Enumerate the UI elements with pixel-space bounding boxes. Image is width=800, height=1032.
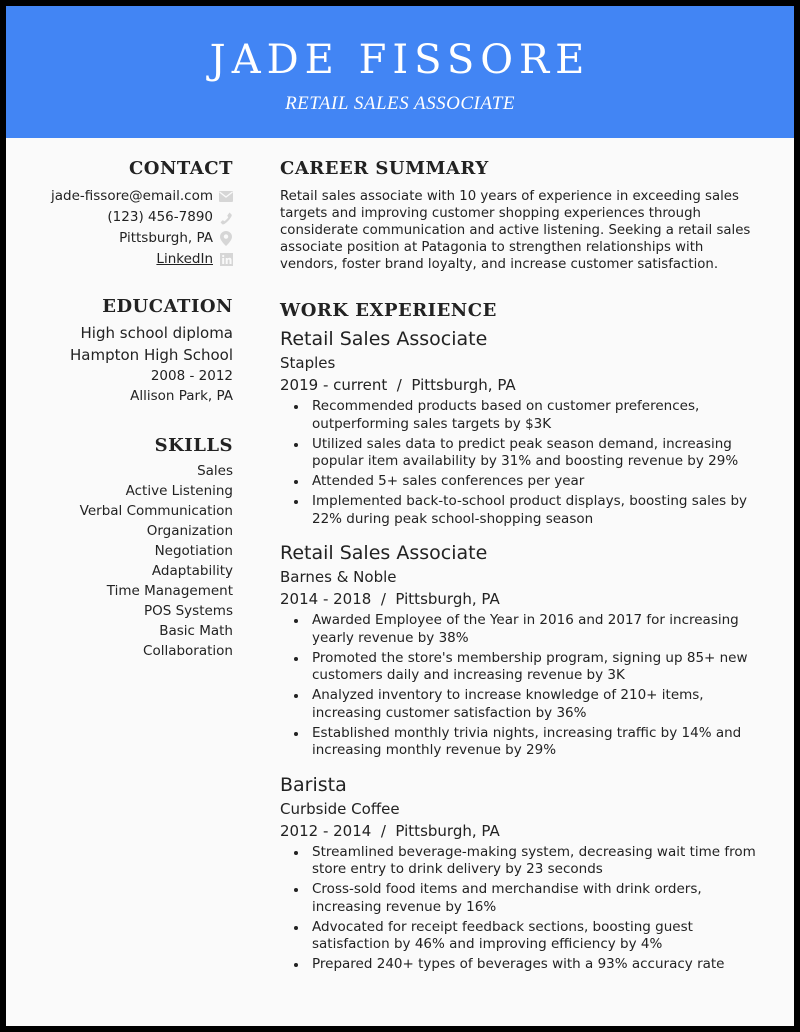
email-text: jade-fissore@email.com [50, 188, 213, 204]
skill-item: Negotiation [154, 543, 233, 559]
job-title: Retail Sales Associate [280, 328, 488, 350]
phone-text: (123) 456-7890 [107, 209, 213, 225]
skill-item: Sales [197, 463, 233, 479]
skills-heading: SKILLS [154, 435, 233, 456]
job-bullet: Analyzed inventory to increase knowledge of 210+ items, increasing customer satisfaction by 36% [312, 687, 760, 722]
linkedin-icon [219, 253, 233, 267]
location-text: Pittsburgh, PA [119, 230, 213, 246]
job-bullet: Awarded Employee of the Year in 2016 and 2017 for increasing yearly revenue by 38% [312, 612, 760, 647]
envelope-icon [219, 190, 233, 204]
skill-item: Time Management [106, 583, 233, 599]
job-dates-location: 2019 - current / Pittsburgh, PA [280, 376, 516, 394]
candidate-title: RETAIL SALES ASSOCIATE [285, 93, 515, 114]
phone-icon [219, 211, 233, 225]
contact-linkedin [6, 249, 233, 270]
job-title: Retail Sales Associate [280, 542, 488, 564]
map-pin-icon [219, 232, 233, 246]
experience-section [280, 298, 760, 974]
job-entry [280, 326, 760, 528]
job-bullet: Implemented back-to-school product displays, boosting sales by 22% during peak school-shopping season [312, 493, 760, 528]
job-bullet: Recommended products based on customer preferences, outperforming sales targets by $3K [312, 398, 760, 433]
candidate-name: JADE FISSORE [209, 37, 591, 83]
job-company: Curbside Coffee [280, 799, 400, 818]
contact-phone [6, 207, 233, 228]
contact-heading: CONTACT [128, 158, 233, 179]
job-bullet: Prepared 240+ types of beverages with a 93% accuracy rate [312, 956, 760, 974]
skill-item: Adaptability [151, 563, 233, 579]
job-bullet: Promoted the store's membership program, signing up 85+ new customers daily and increasing revenue by 3K [312, 650, 760, 685]
summary-text: Retail sales associate with 10 years of experience in exceeding sales targets and improving customer shopping experiences through considerate communication and active listening. Seeking a retail sales associate position at Patagonia to strengthen relationships with vendors, foster brand loyalty, and increase customer satisfaction. [280, 189, 751, 272]
education-school: Hampton High School [70, 346, 233, 364]
job-bullets [280, 612, 760, 760]
skill-item: Active Listening [125, 483, 233, 499]
linkedin-link[interactable]: LinkedIn [156, 251, 213, 267]
summary-section [280, 156, 760, 273]
skill-item: Verbal Communication [79, 503, 233, 519]
job-company: Staples [280, 354, 336, 372]
job-title: Barista [280, 773, 347, 796]
education-degree: High school diploma [80, 324, 233, 342]
education-heading: EDUCATION [102, 296, 233, 317]
summary-heading: CAREER SUMMARY [280, 158, 489, 179]
job-company: Barnes & Noble [280, 568, 397, 586]
contact-section [6, 156, 233, 270]
job-bullet: Cross-sold food items and merchandise with drink orders, increasing revenue by 16% [312, 881, 760, 916]
skill-item: Basic Math [159, 623, 233, 639]
experience-heading: WORK EXPERIENCE [280, 300, 497, 321]
skill-item: Organization [146, 523, 233, 539]
resume-header [6, 6, 794, 138]
contact-email [6, 186, 233, 207]
job-bullet: Streamlined beverage-making system, decreasing wait time from store entry to drink delivery by 23 seconds [312, 844, 760, 879]
job-bullet: Established monthly trivia nights, increasing traffic by 14% and increasing monthly revenue by 29% [312, 725, 760, 760]
job-entry [280, 540, 760, 760]
job-bullet: Attended 5+ sales conferences per year [312, 473, 760, 491]
education-location: Allison Park, PA [130, 388, 233, 404]
education-years: 2008 - 2012 [150, 368, 233, 384]
job-dates-location: 2012 - 2014 / Pittsburgh, PA [280, 821, 500, 840]
job-bullet: Utilized sales data to predict peak season demand, increasing popular item availability by 31% and boosting revenue by 29% [312, 436, 760, 471]
contact-location [6, 228, 233, 249]
education-section [6, 294, 233, 406]
job-bullet: Advocated for receipt feedback sections, boosting guest satisfaction by 46% and improving efficiency by 4% [312, 919, 760, 954]
skills-section [6, 433, 233, 661]
job-bullets [280, 844, 760, 974]
job-entry [280, 772, 760, 974]
skill-item: Collaboration [143, 643, 233, 659]
resume-page [6, 6, 794, 1026]
right-column [280, 156, 760, 976]
job-dates-location: 2014 - 2018 / Pittsburgh, PA [280, 590, 500, 608]
skill-item: POS Systems [143, 603, 233, 619]
job-bullets [280, 398, 760, 528]
left-column [6, 156, 233, 661]
